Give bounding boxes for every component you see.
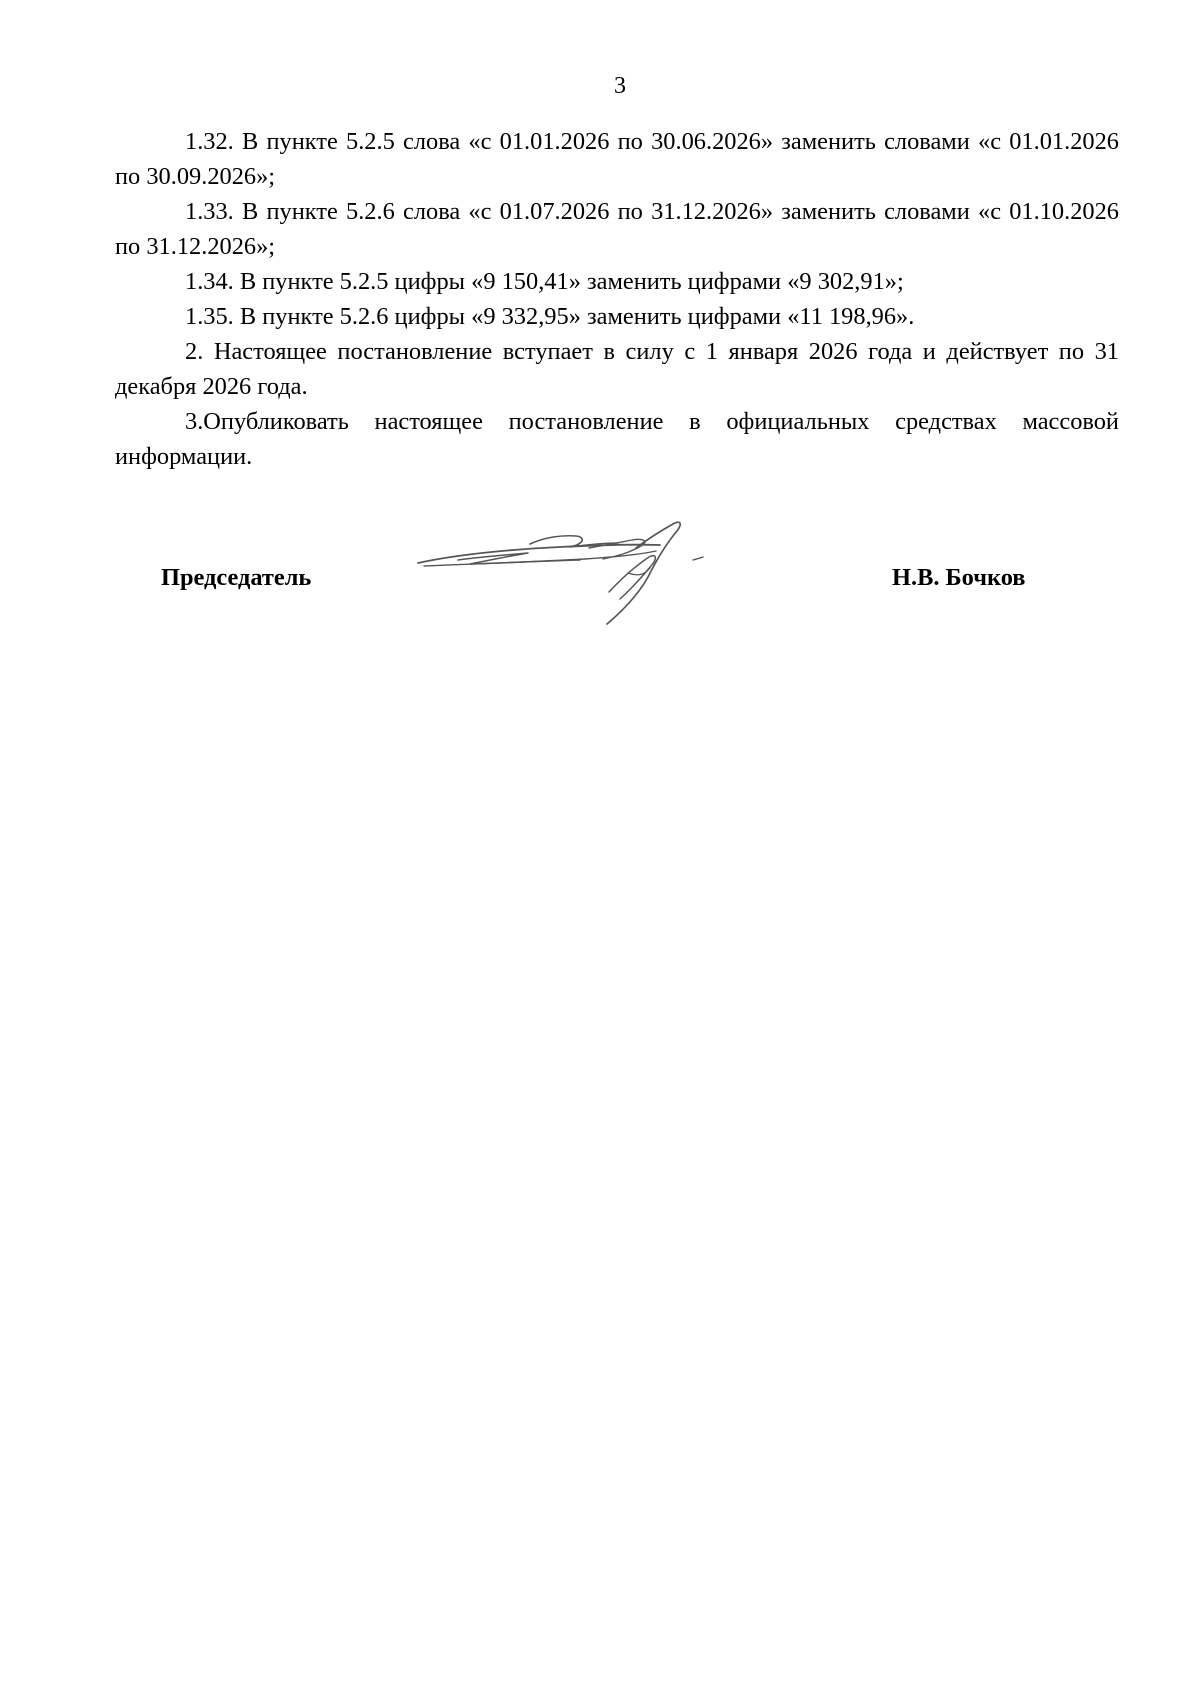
paragraph-1-34: 1.34. В пункте 5.2.5 цифры «9 150,41» заменить цифрами «9 302,91»; bbox=[185, 268, 904, 295]
document-body bbox=[115, 124, 1119, 474]
paragraph-3-publish: 3.Опубликовать настоящее постановление в официальных средствах массовой информации. bbox=[115, 408, 1119, 470]
page-number: 3 bbox=[614, 73, 626, 99]
paragraph-1-32: 1.32. В пункте 5.2.5 слова «с 01.01.2026 по 30.06.2026» заменить словами «с 01.01.2026 по 30.09.2026»; bbox=[115, 128, 1119, 190]
paragraph-1-33: 1.33. В пункте 5.2.6 слова «с 01.07.2026 по 31.12.2026» заменить словами «с 01.10.2026 по 31.12.2026»; bbox=[115, 198, 1119, 260]
paragraph-1-35: 1.35. В пункте 5.2.6 цифры «9 332,95» заменить цифрами «11 198,96». bbox=[185, 303, 915, 330]
signature-block bbox=[0, 520, 1200, 630]
signer-name: Н.В. Бочков bbox=[892, 564, 1026, 591]
handwritten-signature bbox=[410, 520, 730, 630]
paragraph-2-effective-date: 2. Настоящее постановление вступает в силу с 1 января 2026 года и действует по 31 декабря 2026 года. bbox=[115, 338, 1119, 400]
signer-title: Председатель bbox=[161, 564, 312, 591]
